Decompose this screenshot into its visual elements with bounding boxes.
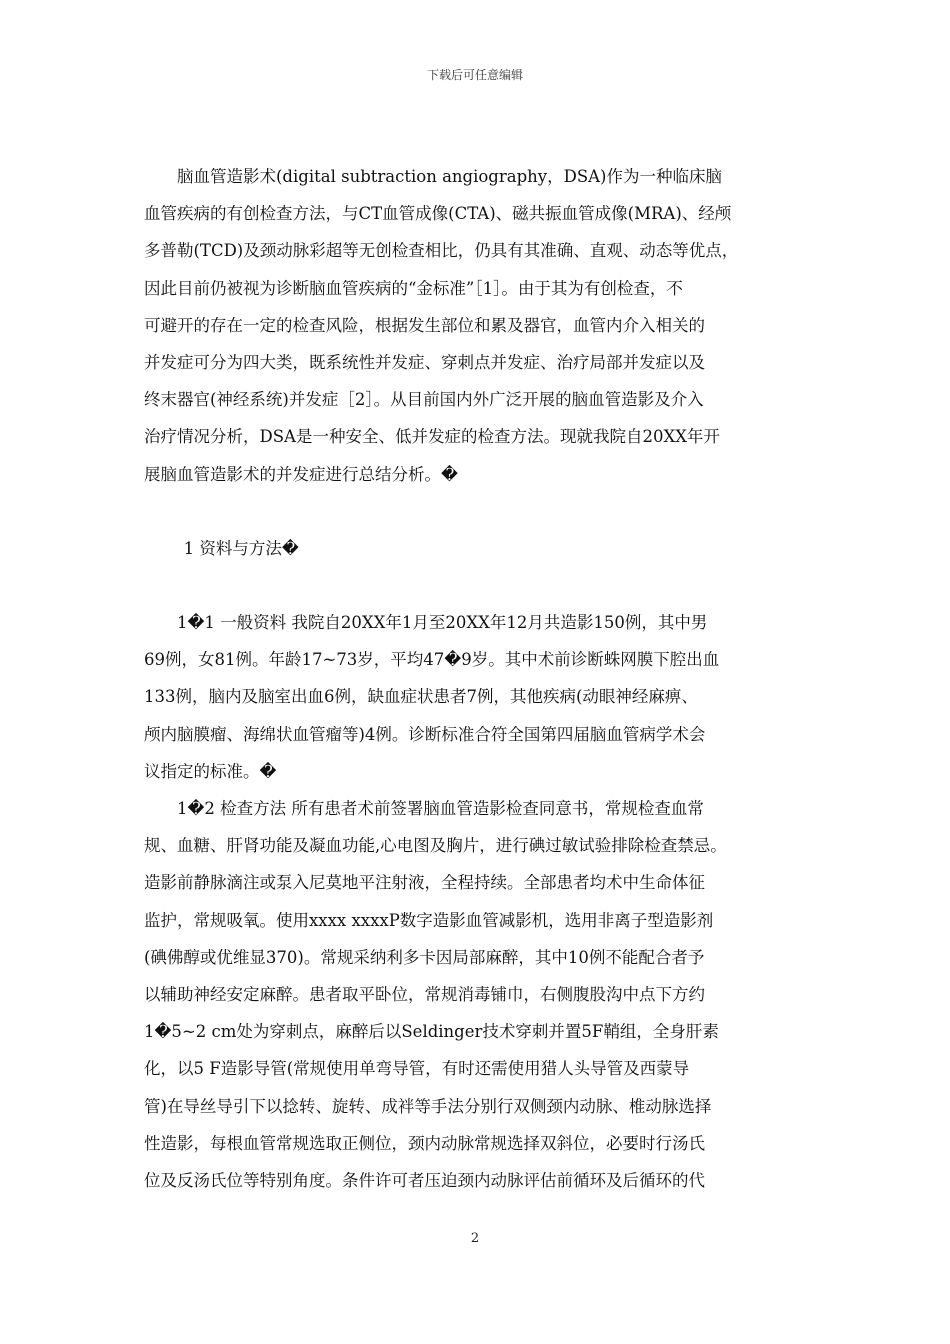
document-body — [144, 158, 812, 1199]
text-line: 性造影，每根血管常规选取正侧位，颈内动脉常规选择双斜位，必要时行汤氏 — [144, 1133, 705, 1153]
text-line: 并发症可分为四大类，既系统性并发症、穿刺点并发症、治疗局部并发症以及 — [144, 353, 705, 373]
text-line: 因此目前仍被视为诊断脑血管疾病的“金标准”［1］。由于其为有创检查，不 — [144, 278, 683, 298]
text-line: 展脑血管造影术的并发症进行总结分析。� — [144, 464, 458, 484]
text-line: 以辅助神经安定麻醉。患者取平卧位，常规消毒铺巾，右侧腹股沟中点下方约 — [144, 985, 705, 1005]
text-line: 可避开的存在一定的检查风险，根据发生部位和累及器官，血管内介入相关的 — [144, 315, 705, 335]
text-line: 监护，常规吸氧。使用xxxx xxxxP数字造影血管减影机，选用非离子型造影剂 — [144, 910, 714, 930]
text-line: 69例，女81例。年龄17~73岁，平均47�9岁。其中术前诊断蛛网膜下腔出血 — [144, 650, 720, 670]
text-line: 管)在导丝导引下以捻转、旋转、成袢等手法分别行双侧颈内动脉、椎动脉选择 — [144, 1096, 712, 1116]
text-line: 治疗情况分析，DSA是一种安全、低并发症的检查方法。现就我院自20XX年开 — [144, 427, 720, 447]
text-line: 造影前静脉滴注或泵入尼莫地平注射液，全程持续。全部患者均术中生命体征 — [144, 873, 705, 893]
text-line: 多普勒(TCD)及颈动脉彩超等无创检查相比，仍具有其准确、直观、动态等优点， — [144, 241, 739, 261]
text-line: 规、血糖、肝肾功能及凝血功能,心电图及胸片，进行碘过敏试验排除检查禁忌。 — [144, 836, 727, 856]
page-header: 下载后可任意编辑 — [426, 68, 523, 82]
text-line: 位及反汤氏位等特别角度。条件许可者压迫颈内动脉评估前循环及后循环的代 — [144, 1171, 705, 1191]
text-line: 议指定的标准。� — [144, 761, 277, 781]
general-data-paragraph — [144, 604, 812, 790]
page-number: 2 — [470, 1231, 480, 1246]
section-heading: 1 资料与方法� — [183, 538, 299, 558]
intro-paragraph — [144, 158, 812, 493]
text-line: (碘佛醇或优维显370)。常规采纳利多卡因局部麻醉，其中10例不能配合者予 — [144, 947, 705, 967]
methods-paragraph — [144, 790, 812, 1199]
text-line: 化，以5 F造影导管(常规使用单弯导管，有时还需使用猎人头导管及西蒙导 — [144, 1059, 690, 1079]
text-line: 1�5~2 cm处为穿刺点，麻醉后以Seldinger技术穿刺并置5F鞘组，全身肝素 — [144, 1022, 719, 1042]
text-line: 脑血管造影术(digital subtraction angiography，DSA)作为一种临床脑 — [177, 167, 722, 186]
text-line: 1�2 检查方法 所有患者术前签署脑血管造影检查同意书，常规检查血常 — [177, 799, 704, 819]
text-line: 1�1 一般资料 我院自20XX年1月至20XX年12月共造影150例，其中男 — [177, 613, 708, 633]
text-line: 颅内脑膜瘤、海绵状血管瘤等)4例。诊断标准合符全国第四届脑血管病学术会 — [144, 724, 706, 744]
text-line: 133例，脑内及脑室出血6例，缺血症状患者7例，其他疾病(动眼神经麻痹、 — [144, 687, 698, 707]
text-line: 终末器官(神经系统)并发症［2］。从目前国内外广泛开展的脑血管造影及介入 — [144, 390, 704, 410]
text-line: 血管疾病的有创检查方法，与CT血管成像(CTA)、磁共振血管成像(MRA)、经颅 — [144, 204, 732, 224]
